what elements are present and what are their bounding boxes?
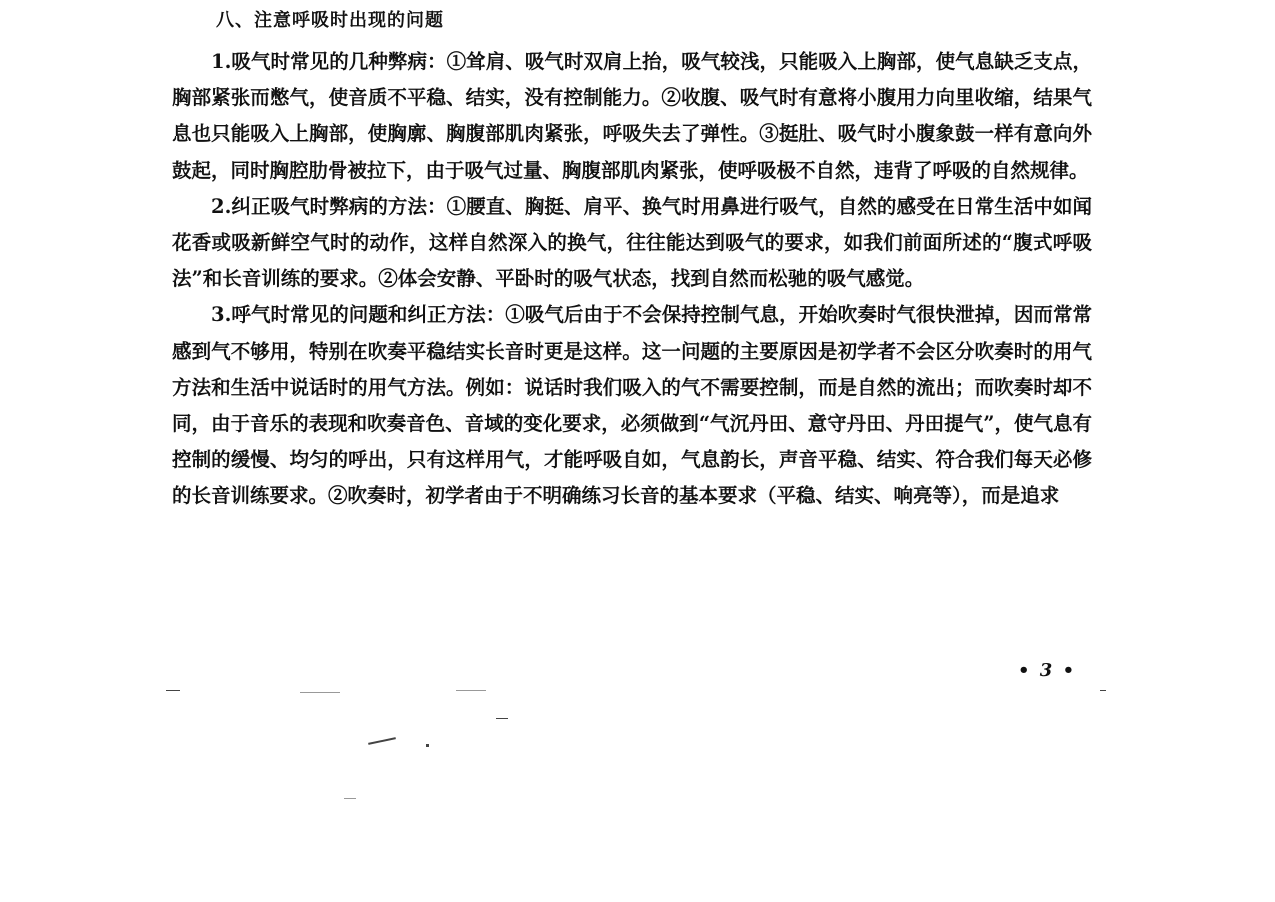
scan-speck [456,690,486,691]
scan-speck [300,692,340,693]
body-text [172,44,1092,515]
paragraph-inhale-problems: 1.吸气时常见的几种弊病：①耸肩、吸气时双肩上抬，吸气较浅，只能吸入上胸部，使气息缺乏支点，胸部紧张而憋气，使音质不平稳、结实，没有控制能力。②收腹、吸气时有意将小腹用力向里收缩，结果气息也只能吸入上胸部，使胸廓、胸腹部肌肉紧张，呼吸失去了弹性。③挺肚、吸气时小腹象鼓一样有意向外鼓起，同时胸腔肋骨被拉下，由于吸气过量、胸腹部肌肉紧张，使呼吸极不自然，违背了呼吸的自然规律。 [172,50,1092,182]
scan-speck [1100,690,1106,691]
page-number: • 3 • [1018,660,1077,681]
paragraph-exhale-problems: 3.呼气时常见的问题和纠正方法：①吸气后由于不会保持控制气息，开始吹奏时气很快泄掉，因而常常感到气不够用，特别在吹奏平稳结实长音时更是这样。这一问题的主要原因是初学者不会区分吹奏时的用气方法和生活中说话时的用气方法。例如：说话时我们吸入的气不需要控制，而是自然的流出；而吹奏时却不同，由于音乐的表现和吹奏音色、音域的变化要求，必须做到“气沉丹田、意守丹田、丹田提气”，使气息有控制的缓慢、均匀的呼出，只有这样用气，才能呼吸自如，气息韵长，声音平稳、结实、符合我们每天必修的长音训练要求。②吹奏时，初学者由于不明确练习长音的基本要求（平稳、结实、响亮等），而是追求 [172,303,1092,508]
scan-speck [166,690,180,691]
scan-speck [426,744,429,747]
section-heading: 八、注意呼吸时出现的问题 [216,10,444,31]
paragraph-inhale-correction: 2.纠正吸气时弊病的方法：①腰直、胸挺、肩平、换气时用鼻进行吸气，自然的感受在日常生活中如闻花香或吸新鲜空气时的动作，这样自然深入的换气，往往能达到吸气的要求，如我们前面所述的“腹式呼吸法”和长音训练的要求。②体会安静、平卧时的吸气状态，找到自然而松驰的吸气感觉。 [172,194,1092,291]
scan-speck [368,737,396,745]
scan-speck [496,718,508,719]
scan-speck [344,798,356,799]
